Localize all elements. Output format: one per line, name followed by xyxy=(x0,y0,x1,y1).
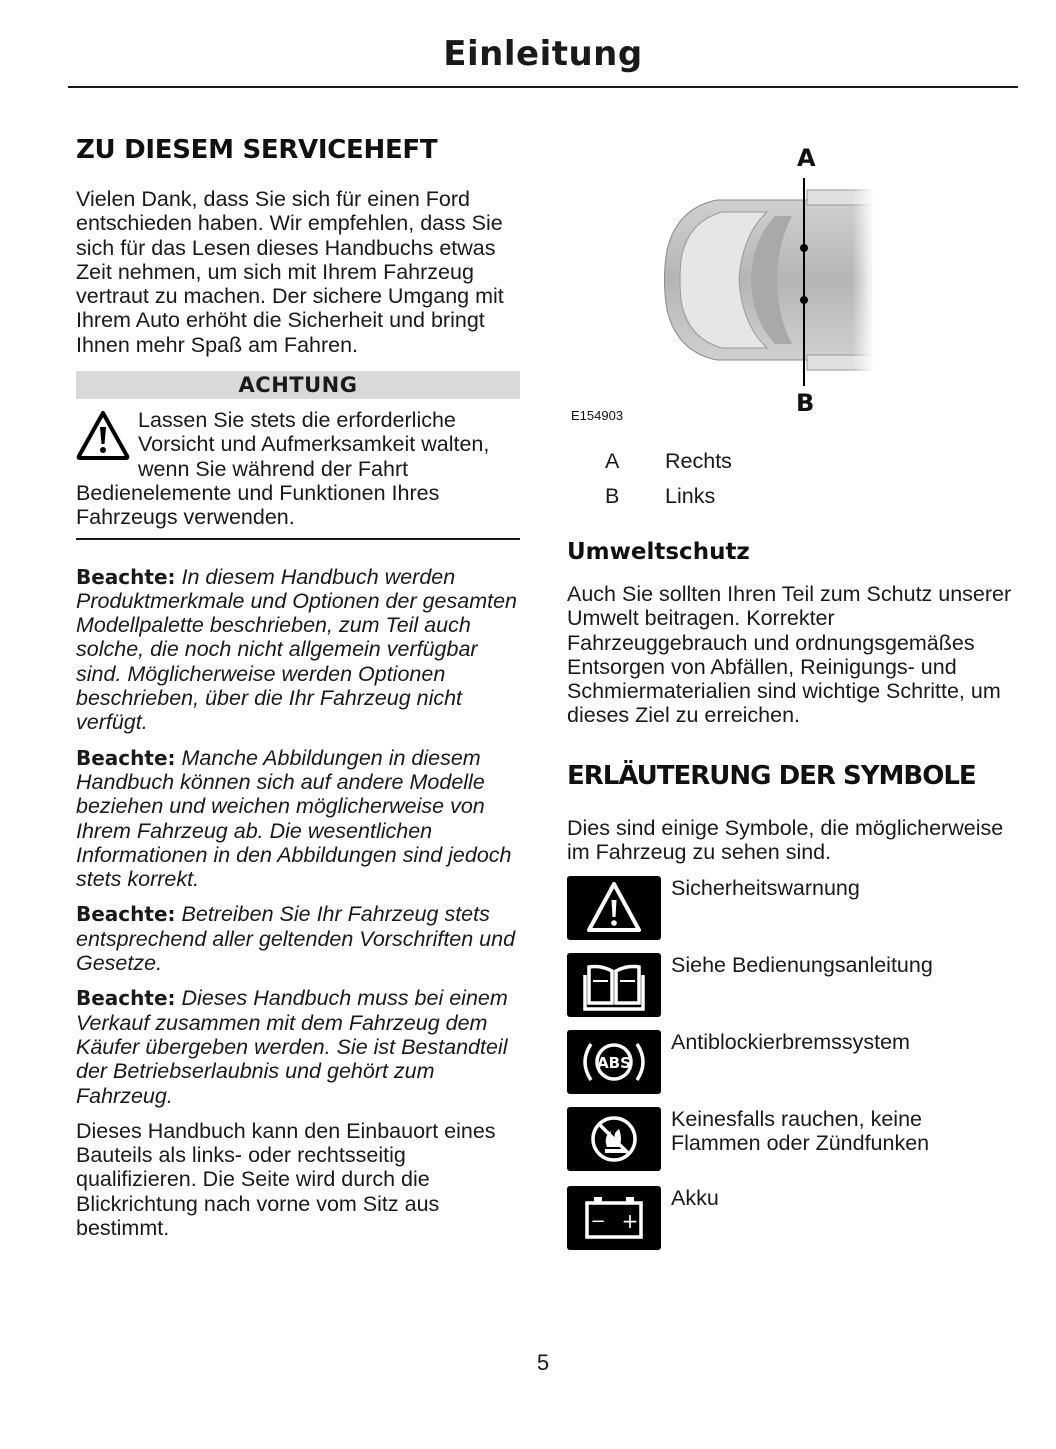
legend-value-a: Rechts xyxy=(665,449,732,473)
closing-paragraph: Dieses Handbuch kann den Einbauort eines Bauteils als links- oder rechtsseitig qualifizieren. Die Seite wird durch die Blickrichtung nach vorne vom Sitz aus bestimmt. xyxy=(76,1118,496,1240)
env-paragraph: Auch Sie sollten Ihren Teil zum Schutz unserer Umwelt beitragen. Korrekter Fahrzeuggebrauch und ordnungsgemäßes Entsorgen von Abfällen, Reinigungs- und Schmiermaterialien sind wichtige Schritte, um dieses Ziel zu erreichen. xyxy=(567,582,1012,728)
note-label: Beachte: xyxy=(76,986,176,1011)
figure-label-b: B xyxy=(796,389,815,417)
warning-text: Lassen Sie stets die erforderliche Vorsicht und Aufmerksamkeit walten, wenn Sie während der Fahrt Bedienelemente und Funktionen Ihres Fahrzeugs verwenden. xyxy=(76,408,490,530)
legend-key-b: B xyxy=(605,484,620,508)
symbol-tile xyxy=(567,1107,661,1171)
note-label: Beachte: xyxy=(76,745,176,770)
symbol-row-battery xyxy=(567,1186,1017,1250)
note-text: Betreiben Sie Ihr Fahrzeug stets entsprechend aller geltenden Vorschriften und Gesetze. xyxy=(76,902,516,976)
battery-icon xyxy=(567,1186,661,1250)
symbol-label: Akku xyxy=(671,1186,719,1210)
car-top-view-illustration xyxy=(567,130,1017,430)
symbol-tile xyxy=(567,876,661,940)
symbols-title: ERLÄUTERUNG DER SYMBOLE xyxy=(567,761,976,791)
warning-triangle-icon xyxy=(567,876,661,940)
abs-icon-text: ABS xyxy=(597,1054,631,1072)
note-text: Manche Abbildungen in diesem Handbuch können sich auf andere Modelle beziehen und weichen möglicherweise von Ihrem Fahrzeug ab. Die wesentlichen Informationen in den Abbildungen sind jedoch stets korrekt. xyxy=(76,745,512,892)
symbol-row-manual xyxy=(567,953,1017,1017)
symbol-label: Antiblockierbremssystem xyxy=(671,1030,910,1054)
note-label: Beachte: xyxy=(76,902,176,927)
symbol-row-no-flames xyxy=(567,1107,1017,1171)
right-column xyxy=(567,130,1017,1330)
env-title: Umweltschutz xyxy=(567,539,750,565)
warning-box xyxy=(76,371,520,539)
page-number: 5 xyxy=(536,1350,550,1375)
title-rule xyxy=(68,86,1018,88)
note-text: Dieses Handbuch muss bei einem Verkauf zusammen mit dem Fahrzeug dem Käufer übergeben werden. Sie ist Bestandteil der Betriebserlaubnis und gehört zum Fahrzeug. xyxy=(76,986,508,1108)
note-3 xyxy=(76,902,520,975)
note-4 xyxy=(76,986,520,1107)
symbol-tile xyxy=(567,1186,661,1250)
symbol-label: Keinesfalls rauchen, keine Flammen oder Zündfunken xyxy=(671,1107,930,1156)
manual-book-icon xyxy=(567,953,661,1017)
warning-triangle-icon xyxy=(76,410,130,460)
figure-label-a: A xyxy=(797,144,816,172)
note-2 xyxy=(76,746,520,892)
intro-paragraph: Vielen Dank, dass Sie sich für einen Ford entschieden haben. Wir empfehlen, dass Sie sich für das Lesen dieses Handbuchs etwas Zeit nehmen, um sich mit Ihrem Fahrzeug vertraut zu machen. Der sichere Umgang mit Ihrem Auto erhöht die Sicherheit und bringt Ihnen mehr Spaß am Fahren. xyxy=(76,187,504,357)
symbol-tile xyxy=(567,953,661,1017)
symbol-row-safety-warning xyxy=(567,876,1017,940)
abs-icon xyxy=(567,1030,661,1094)
warning-title: ACHTUNG xyxy=(76,371,520,399)
battery-plus: + xyxy=(621,1209,639,1233)
symbol-tile xyxy=(567,1030,661,1094)
figure-id: E154903 xyxy=(571,408,624,423)
battery-minus: − xyxy=(590,1211,606,1232)
no-smoking-flame-icon xyxy=(567,1107,661,1171)
section-title-serviceheft: ZU DIESEM SERVICEHEFT xyxy=(76,135,438,165)
legend-key-a: A xyxy=(605,449,620,473)
left-column xyxy=(76,130,520,1240)
symbol-label: Siehe Bedienungsanleitung xyxy=(671,953,933,977)
symbols-intro: Dies sind einige Symbole, die möglicherweise im Fahrzeug zu sehen sind. xyxy=(567,816,1004,865)
chapter-title: Einleitung xyxy=(443,34,643,74)
symbol-label: Sicherheitswarnung xyxy=(671,876,860,900)
note-label: Beachte: xyxy=(76,564,176,589)
symbol-row-abs xyxy=(567,1030,1017,1094)
legend-value-b: Links xyxy=(665,484,716,508)
note-text: In diesem Handbuch werden Produktmerkmale und Optionen der gesamten Modellpalette beschrieben, zum Teil auch solche, die noch nicht allgemein verfügbar sind. Möglicherweise werden Optionen beschrieben, über die Ihr Fahrzeug nicht verfügt. xyxy=(76,564,517,735)
warning-body xyxy=(76,399,520,539)
note-1 xyxy=(76,565,520,735)
